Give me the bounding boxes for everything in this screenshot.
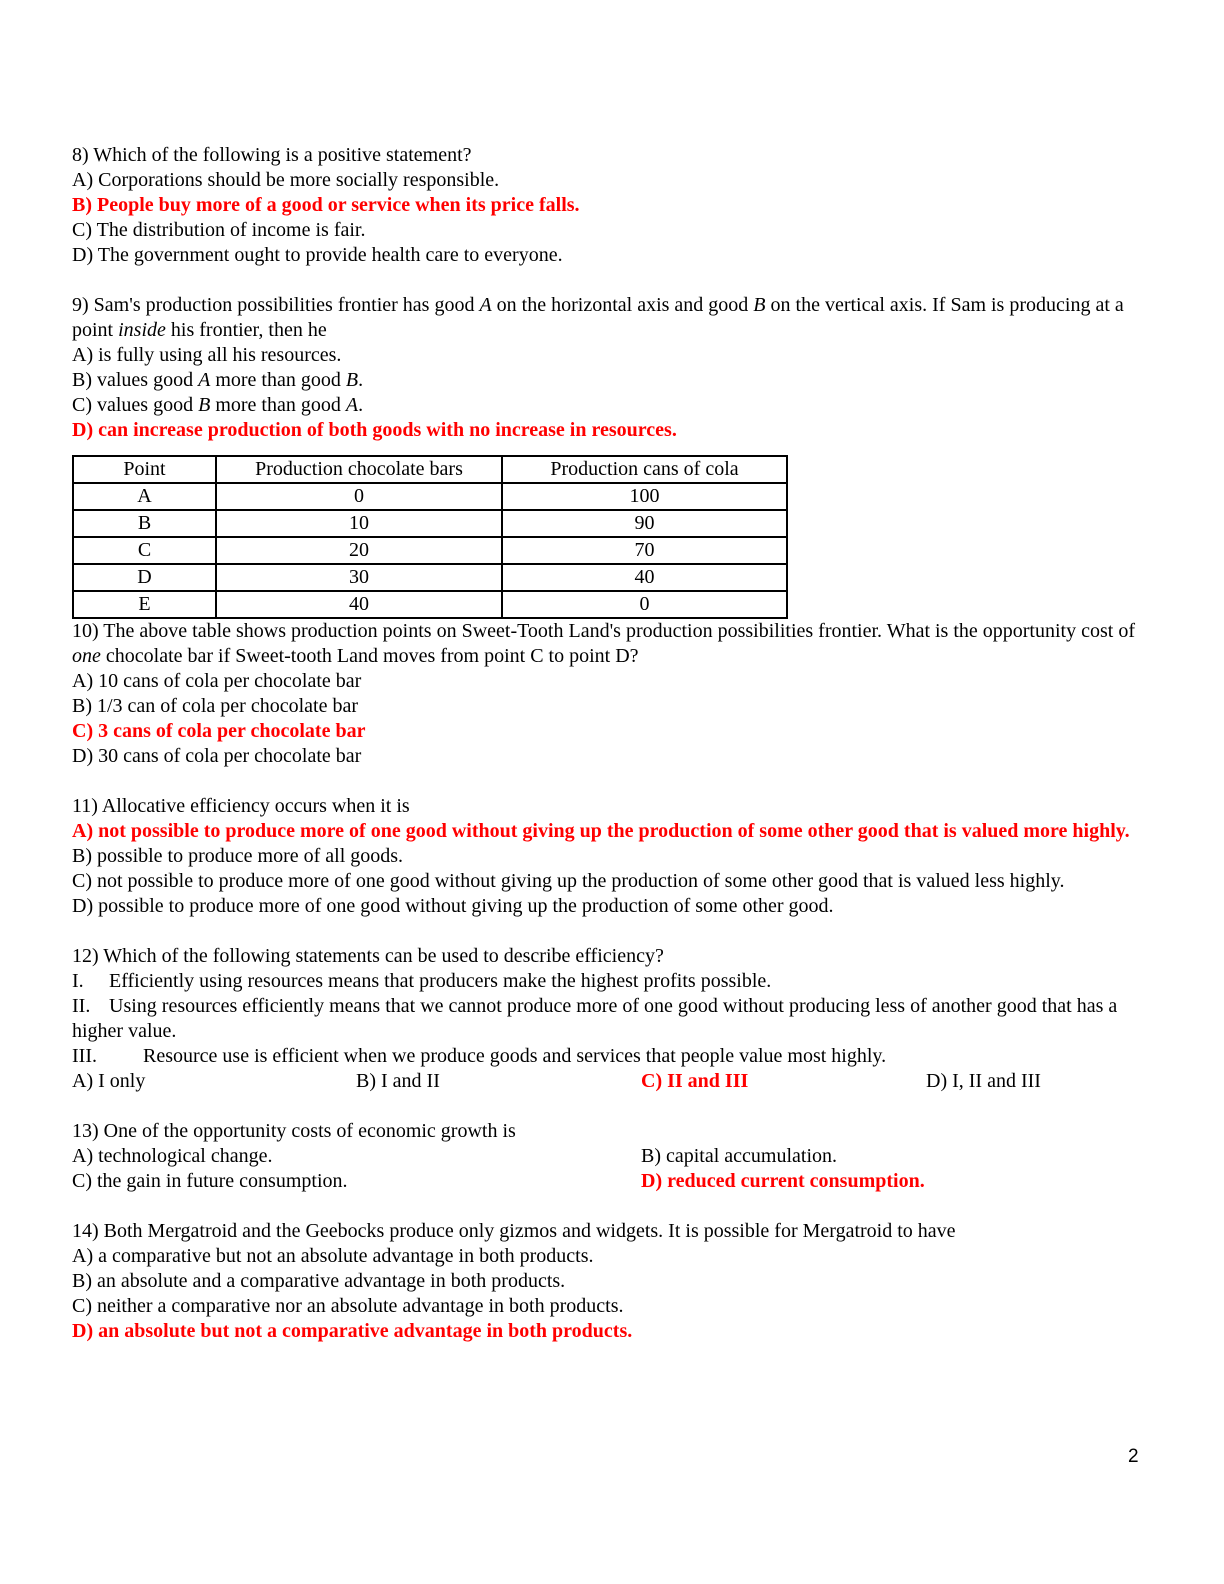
exam-page: [72, 143, 1152, 1344]
table-cell: 0: [216, 483, 502, 510]
option-a: A) Corporations should be more socially responsible.: [72, 169, 500, 191]
table-header-row: [73, 456, 787, 483]
question-stem: 12) Which of the following statements can be used to describe efficiency?: [72, 945, 664, 967]
table-header-cell: Production cans of cola: [502, 456, 787, 483]
table-cell: 0: [502, 591, 787, 618]
question-stem: 8) Which of the following is a positive statement?: [72, 144, 472, 166]
question-stem: 13) One of the opportunity costs of economic growth is: [72, 1120, 516, 1142]
table-cell: 20: [216, 537, 502, 564]
correct-option-d: D) can increase production of both goods with no increase in resources.: [72, 419, 677, 441]
table-header-cell: Point: [73, 456, 216, 483]
option-a: A) 10 cans of cola per chocolate bar: [72, 670, 362, 692]
question-13: [72, 1119, 1152, 1194]
option-b: B) 1/3 can of cola per chocolate bar: [72, 695, 358, 717]
correct-option-a: A) not possible to produce more of one good without giving up the production of some other good that is valued more highly.: [72, 820, 1130, 842]
option-c: C) values good B more than good A.: [72, 394, 364, 416]
question-14: [72, 1219, 1152, 1344]
option-b: B) possible to produce more of all goods.: [72, 845, 404, 867]
table-cell: 100: [502, 483, 787, 510]
table-cell: D: [73, 564, 216, 591]
option-d: D) I, II and III: [926, 1070, 1041, 1092]
table-cell: A: [73, 483, 216, 510]
option-c: C) not possible to produce more of one good without giving up the production of some other good that is valued less highly.: [72, 870, 1065, 892]
table-cell: 10: [216, 510, 502, 537]
option-a: A) is fully using all his resources.: [72, 344, 342, 366]
option-c: C) neither a comparative nor an absolute advantage in both products.: [72, 1295, 624, 1317]
question-10: [72, 619, 1152, 769]
table-header-cell: Production chocolate bars: [216, 456, 502, 483]
option-a: A) technological change.: [72, 1145, 273, 1167]
statement-iii: III. Resource use is efficient when we produce goods and services that people value most highly.: [72, 1045, 887, 1067]
option-b: B) values good A more than good B.: [72, 369, 364, 391]
question-stem: 11) Allocative efficiency occurs when it is: [72, 795, 410, 817]
correct-option-d: D) reduced current consumption.: [641, 1170, 925, 1192]
question-stem: 14) Both Mergatroid and the Geebocks produce only gizmos and widgets. It is possible for Mergatroid to have: [72, 1220, 956, 1242]
table-cell: 90: [502, 510, 787, 537]
answer-options-row: [72, 1144, 1152, 1169]
option-b: B) I and II: [356, 1070, 440, 1092]
option-c: C) The distribution of income is fair.: [72, 219, 366, 241]
option-a: A) I only: [72, 1070, 146, 1092]
option-d: D) 30 cans of cola per chocolate bar: [72, 745, 362, 767]
option-d: D) possible to produce more of one good without giving up the production of some other good.: [72, 895, 834, 917]
table-cell: 40: [502, 564, 787, 591]
table-row: [73, 591, 787, 618]
statement-ii: II. Using resources efficiently means that we cannot produce more of one good without producing less of another good that has a higher value.: [72, 995, 1118, 1042]
question-stem: 10) The above table shows production points on Sweet-Tooth Land's production possibilities frontier. What is the opportunity cost of one chocolate bar if Sweet-tooth Land moves from point C to point D?: [72, 620, 1135, 667]
correct-option-d: D) an absolute but not a comparative advantage in both products.: [72, 1320, 633, 1342]
table-row: [73, 510, 787, 537]
question-8: [72, 143, 1152, 268]
option-b: B) capital accumulation.: [641, 1145, 838, 1167]
table-cell: 70: [502, 537, 787, 564]
production-points-table: [72, 455, 788, 619]
table-cell: B: [73, 510, 216, 537]
answer-options-row: [72, 1069, 1152, 1094]
table-cell: C: [73, 537, 216, 564]
question-stem: 9) Sam's production possibilities frontier has good A on the horizontal axis and good B on the vertical axis. If Sam is producing at a point inside his frontier, then he: [72, 294, 1124, 341]
question-9: [72, 293, 1152, 443]
table-row: [73, 537, 787, 564]
page-number: 2: [1128, 1446, 1139, 1467]
table-row: [73, 483, 787, 510]
table-cell: E: [73, 591, 216, 618]
correct-option-c: C) 3 cans of cola per chocolate bar: [72, 720, 366, 742]
option-b: B) an absolute and a comparative advantage in both products.: [72, 1270, 566, 1292]
table-row: [73, 564, 787, 591]
question-11: [72, 794, 1152, 919]
question-12: [72, 944, 1152, 1094]
table-cell: 40: [216, 591, 502, 618]
correct-option-c: C) II and III: [641, 1070, 749, 1092]
option-c: C) the gain in future consumption.: [72, 1170, 348, 1192]
correct-option-b: B) People buy more of a good or service when its price falls.: [72, 194, 580, 216]
statement-i: I. Efficiently using resources means that producers make the highest profits possible.: [72, 970, 772, 992]
option-d: D) The government ought to provide health care to everyone.: [72, 244, 563, 266]
answer-options-row: [72, 1169, 1152, 1194]
option-a: A) a comparative but not an absolute advantage in both products.: [72, 1245, 594, 1267]
table-cell: 30: [216, 564, 502, 591]
